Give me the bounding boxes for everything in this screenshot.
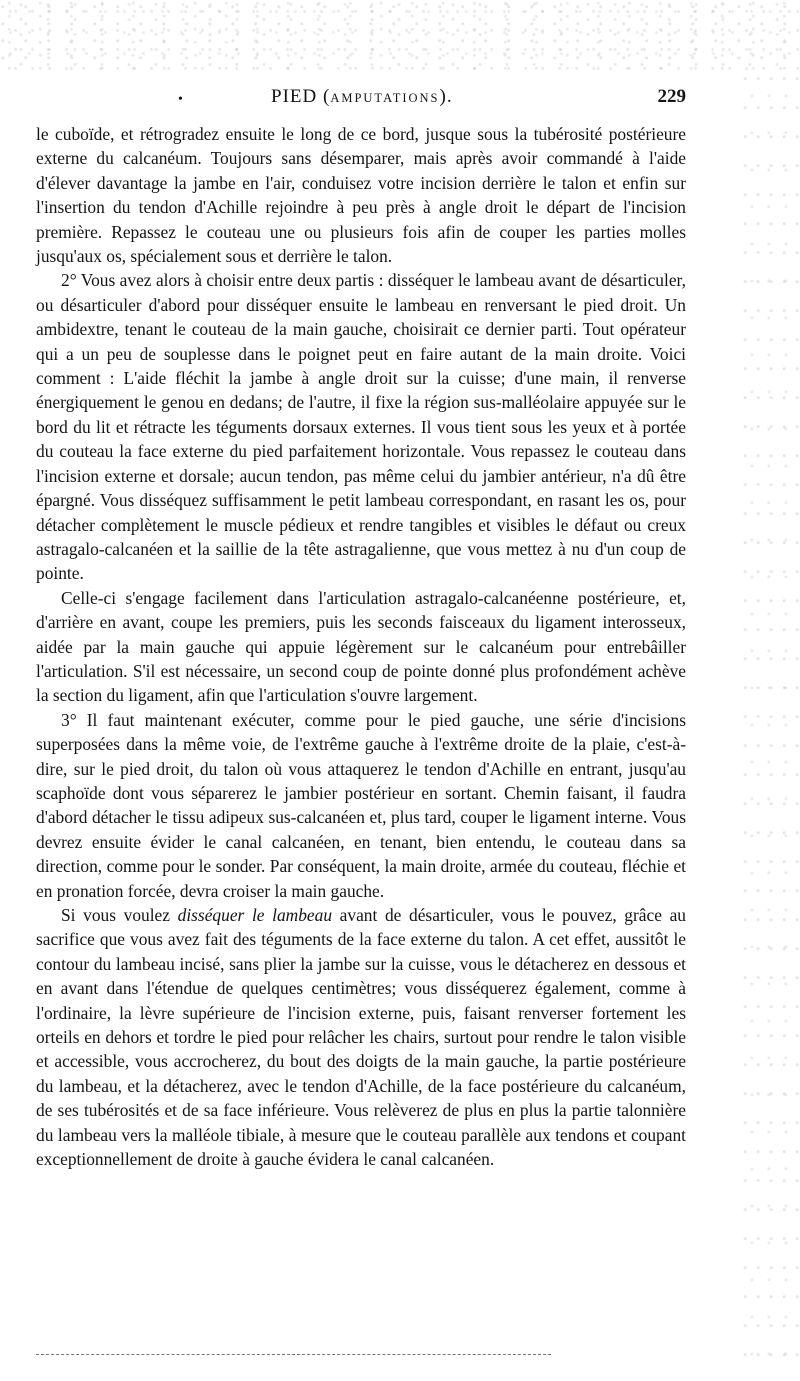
header-mark: • bbox=[178, 92, 183, 107]
running-header bbox=[36, 84, 686, 112]
italic-text: disséquer le lambeau bbox=[177, 905, 333, 925]
paragraph bbox=[36, 708, 686, 903]
text-segment: 2° Vous avez alors à choisir entre deux partis : disséquer le lambeau avant de désarticuler, ou désarticuler d'abord pour disséquer ensuite le lambeau en renversant le pied droit. Un ambidextre, tenant le couteau de la main gauche, choisirait ce dernier parti. Tout opérateur qui a un peu de souplesse dans le poignet peut en faire autant de la main droite. Voici comment : L'aide fléchit la jambe à angle droit sur la cuisse; d'une main, il renverse énergiquement le genou en dedans; de l'autre, il fixe la région sus-malléolaire appuyée sur le bord du lit et rétracte les téguments dorsaux externes. Il vous tient sous les yeux et à portée du couteau la face externe du pied parfaitement horizontale. Vous repassez le couteau dans l'incision externe et dorsale; aucun tendon, pas même celui du jambier antérieur, n'a dû être épargné. Vous disséquez suffisamment le petit lambeau correspondant, en rasant les os, pour détacher complètement le muscle pédieux et rendre tangibles et visibles le défaut ou creux astragalo-calcanéen et la saillie de la tête astragalienne, que vous mettez à nu d'un coup de pointe. bbox=[36, 270, 686, 584]
scan-noise-top bbox=[0, 0, 800, 70]
running-title-sub: AMPUTATIONS bbox=[330, 91, 440, 105]
paragraph bbox=[36, 268, 686, 585]
running-title bbox=[271, 86, 453, 108]
footer-rule bbox=[36, 1354, 551, 1355]
text-segment: 3° Il faut maintenant exécuter, comme pour le pied gauche, une série d'incisions superposées dans la même voie, de l'extrême gauche à l'extrême droite de la plaie, c'est-à-dire, sur le pied droit, du talon où vous attaquerez le tendon d'Achille en entrant, jusqu'au scaphoïde dont vous séparerez le jambier postérieur en sortant. Chemin faisant, il faudra d'abord détacher le tissu adipeux sus-calcanéen et, plus tard, couper le ligament interne. Vous devrez ensuite évider le canal calcanéen, en tenant, bien entendu, le couteau dans sa direction, comme pour le sonder. Par conséquent, la main droite, armée du couteau, fléchie et en pronation forcée, devra croiser la main gauche. bbox=[36, 709, 686, 901]
text-segment: le cuboïde, et rétrogradez ensuite le long de ce bord, jusque sous la tubérosité postérieure externe du calcanéum. Toujours sans désemparer, mais après avoir commandé à l'aide d'élever davantage la jambe en l'air, conduisez votre incision derrière le talon et enfin sur l'insertion du tendon d'Achille rejoindre à peu près à angle droit le départ de l'incision première. Repassez le couteau une ou plusieurs fois afin de couper les parties molles jusqu'aux os, spécialement sous et derrière le talon. bbox=[36, 124, 686, 267]
running-title-end: ). bbox=[439, 86, 453, 107]
scan-noise-right bbox=[740, 70, 800, 1360]
body-text bbox=[36, 122, 686, 1171]
running-title-main: PIED ( bbox=[271, 86, 331, 107]
paragraph bbox=[36, 586, 686, 708]
text-segment: Celle-ci s'engage facilement dans l'articulation astragalo-calcanéenne postérieure, et, d'arrière en avant, coupe les premiers, puis les seconds faisceaux du ligament interosseux, aidée par la main gauche qui appuie légèrement sur le calcanéum pour entrebâiller l'articulation. S'il est nécessaire, un second coup de pointe donné plus profondément achève la section du ligament, afin que l'articulation s'ouvre largement. bbox=[36, 587, 686, 706]
page-number: 229 bbox=[657, 86, 686, 107]
paragraph bbox=[36, 903, 686, 1171]
text-segment: Si vous voulez bbox=[61, 905, 178, 925]
text-segment: avant de désarticuler, vous le pouvez, grâce au sacrifice que vous avez fait des téguments de la face externe du talon. A cet effet, aussitôt le contour du lambeau incisé, sans plier la jambe sur la cuisse, vous le détacherez en dessous et en avant dans l'étendue de quelques centimètres; vous disséquerez également, comme à l'ordinaire, la lèvre supérieure de l'incision externe, puis, faisant renverser fortement les orteils en dehors et tordre le pied pour relâcher les chairs, surtout pour rendre le talon visible et accessible, vous accrocherez, du bout des doigts de la main gauche, la partie postérieure du lambeau, et la détacherez, avec le tendon d'Achille, de la face postérieure du calcanéum, de ses tubérosités et de sa face inférieure. Vous relèverez de plus en plus la partie talonnière du lambeau vers la malléole tibiale, à mesure que le couteau parallèle aux tendons et coupant exceptionnellement de droite à gauche évidera le canal calcanéen. bbox=[36, 905, 687, 1170]
paragraph bbox=[36, 122, 686, 268]
